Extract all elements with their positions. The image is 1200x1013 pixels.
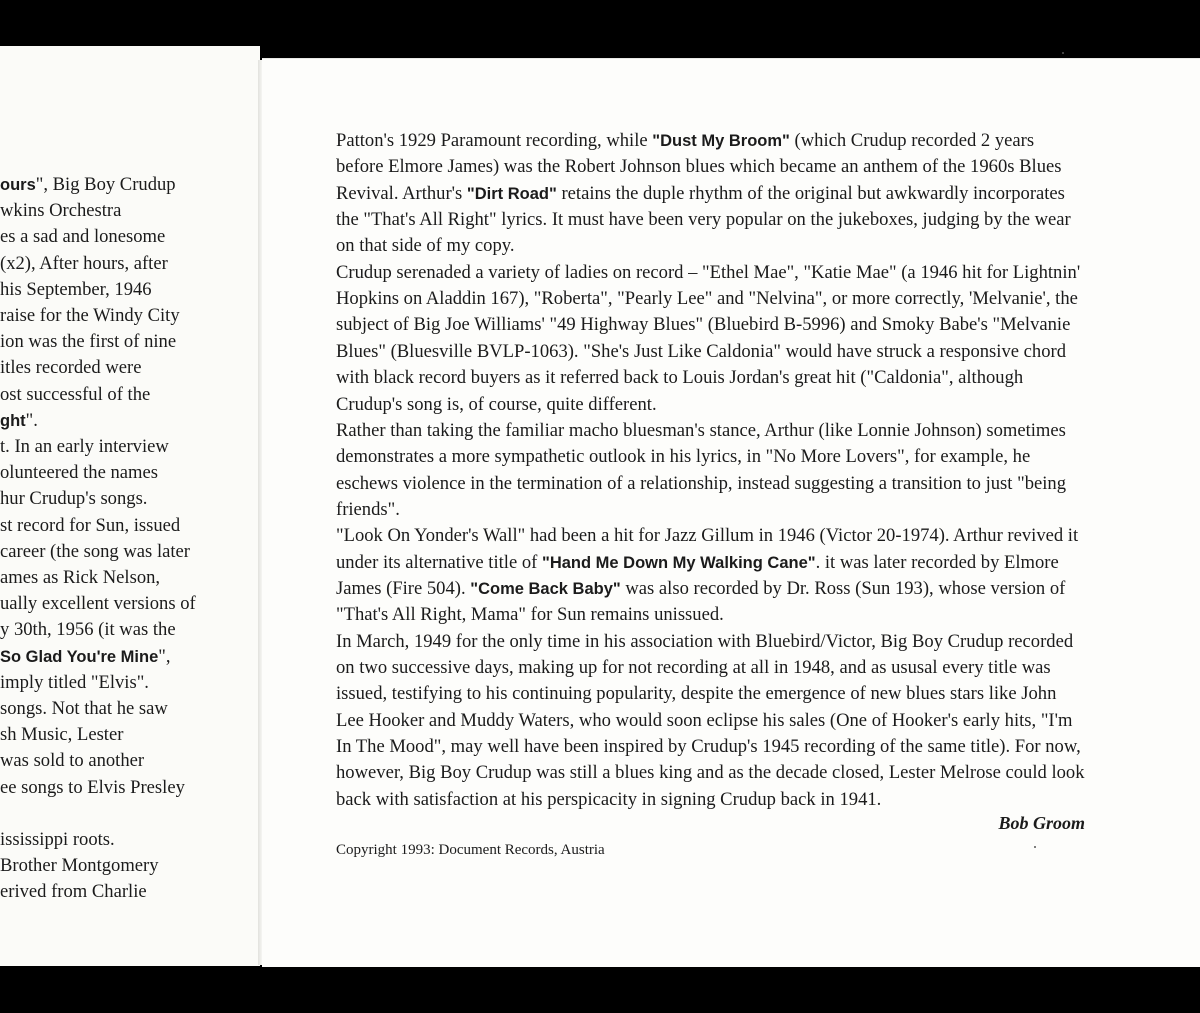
text-line xyxy=(336,286,1078,312)
bold-title: ght xyxy=(0,411,26,430)
text-run: career (the song was later xyxy=(0,540,190,562)
copyright-notice: Copyright 1993: Document Records, Austria xyxy=(336,842,605,858)
text-run: James (Fire 504). xyxy=(336,577,471,599)
bold-title: ours xyxy=(0,176,36,194)
text-run: ually excellent versions of xyxy=(0,593,196,615)
text-run: however, Big Boy Crudup was still a blues king and as the decade closed, Lester Melrose could look xyxy=(336,762,1085,784)
dust-speck xyxy=(1062,52,1064,54)
text-run: (which Crudup recorded 2 years xyxy=(789,130,1035,151)
dust-speck xyxy=(1034,846,1036,848)
text-run: In March, 1949 for the only time in his association with Bluebird/Victor, Big Boy Crudup recorded xyxy=(336,630,1074,652)
text-run: ost successful of the xyxy=(0,383,151,405)
text-run: ", Big Boy Crudup xyxy=(35,174,176,195)
text-run: olunteered the names xyxy=(0,462,158,484)
text-run: before Elmore James) was the Robert Johnson blues which became an anthem of the 1960s Blues xyxy=(336,156,1062,178)
text-line xyxy=(0,277,152,303)
text-line xyxy=(336,312,1070,338)
bold-title: So Glad You're Mine xyxy=(0,647,159,666)
text-line xyxy=(0,486,147,512)
text-line xyxy=(336,655,1051,681)
text-run: under its alternative title of xyxy=(336,551,543,573)
text-line xyxy=(336,418,1066,444)
left-page-panel xyxy=(0,46,260,966)
text-line xyxy=(336,365,1023,391)
text-line xyxy=(0,251,168,277)
text-line xyxy=(0,172,176,198)
text-run: wkins Orchestra xyxy=(0,200,122,222)
text-line xyxy=(0,382,150,408)
text-line xyxy=(336,497,400,523)
text-run: Revival. Arthur's xyxy=(336,182,467,204)
text-run: ". xyxy=(25,409,38,431)
text-line xyxy=(336,233,515,259)
text-run: back with satisfaction at his perspicacity in signing Crudup back in 1941. xyxy=(336,788,882,810)
text-run: with black record buyers as it referred back to Louis Jordan's great hit ("Caldonia", although xyxy=(336,367,1024,389)
text-line xyxy=(0,513,180,539)
text-line xyxy=(336,787,881,813)
text-line xyxy=(0,670,149,696)
text-run: ", xyxy=(158,645,171,667)
text-line xyxy=(336,471,1066,497)
text-run: itles recorded were xyxy=(0,357,142,379)
text-line xyxy=(0,434,169,460)
text-line xyxy=(336,260,1080,286)
text-line xyxy=(0,329,176,355)
text-run: ississippi roots. xyxy=(0,829,115,850)
text-run: Rather than taking the familiar macho bluesman's stance, Arthur (like Lonnie Johnson) sometimes xyxy=(336,419,1066,441)
text-line xyxy=(336,154,1061,180)
author-signature: Bob Groom xyxy=(998,813,1085,833)
text-line xyxy=(336,576,1065,602)
text-line xyxy=(0,827,115,853)
text-run: . it was later recorded by Elmore xyxy=(815,551,1059,573)
text-line xyxy=(0,224,165,250)
text-line xyxy=(0,644,171,670)
text-run: issued, testifying to his continuing popularity, despite the emergence of new blues stars like John xyxy=(336,683,1057,705)
text-line xyxy=(0,696,168,722)
bold-title: "Come Back Baby" xyxy=(470,579,621,598)
text-run: ion was the first of nine xyxy=(0,331,177,353)
text-run: demonstrates a more sympathetic outlook in his lyrics, in "No More Lovers", for example, he xyxy=(336,446,1031,468)
text-run: t. In an early interview xyxy=(0,436,169,457)
text-line xyxy=(336,602,724,628)
text-run: sh Music, Lester xyxy=(0,724,124,746)
text-line xyxy=(0,303,180,329)
text-run: imply titled "Elvis". xyxy=(0,671,149,693)
text-run: songs. Not that he saw xyxy=(0,698,168,719)
text-run: subject of Big Joe Williams' "49 Highway Blues" (Bluebird B-5996) and Smoky Babe's "Melvanie xyxy=(336,314,1071,336)
text-run: his September, 1946 xyxy=(0,278,152,300)
text-run: eschews violence in the termination of a relationship, instead suggesting a transition to just "being xyxy=(336,472,1067,494)
text-run: Crudup's song is, of course, quite different. xyxy=(336,393,657,415)
text-run: was also recorded by Dr. Ross (Sun 193), whose version of xyxy=(620,577,1066,599)
text-line xyxy=(0,355,141,381)
text-line xyxy=(336,681,1056,707)
text-line xyxy=(336,523,1078,549)
text-run: erived from Charlie xyxy=(0,881,147,903)
text-run: on two successive days, making up for not recording at all in 1948, and as ususal every title was xyxy=(336,657,1051,678)
text-line xyxy=(0,853,159,879)
text-line xyxy=(0,748,144,774)
text-run: "Look On Yonder's Wall" had been a hit for Jazz Gillum in 1946 (Victor 20-1974). Arthur revived it xyxy=(336,525,1079,547)
text-line xyxy=(336,181,1065,207)
text-run: Lee Hooker and Muddy Waters, who would soon eclipse his sales (One of Hooker's early hits, "I'm xyxy=(336,709,1073,731)
text-line xyxy=(0,460,158,486)
text-run: In The Mood", may well have been inspired by Crudup's 1945 recording of the same title). For now, xyxy=(336,736,1081,758)
text-run: Hopkins on Aladdin 167), "Roberta", "Pearly Lee" and "Nelvina", or more correctly, 'Melvanie', the xyxy=(336,288,1078,310)
text-line xyxy=(0,591,196,617)
text-run: raise for the Windy City xyxy=(0,305,180,326)
text-run: "That's All Right, Mama" for Sun remains unissued. xyxy=(336,604,724,626)
text-run: the "That's All Right" lyrics. It must have been very popular on the jukeboxes, judging by the wear xyxy=(336,209,1071,231)
text-line xyxy=(0,408,38,434)
text-line xyxy=(336,444,1030,470)
text-line xyxy=(336,392,657,418)
text-run: retains the duple rhythm of the original but awkwardly incorporates xyxy=(556,182,1065,204)
text-line xyxy=(0,879,147,905)
text-run: y 30th, 1956 (it was the xyxy=(0,619,176,641)
text-run: hur Crudup's songs. xyxy=(0,488,148,510)
text-run: Patton's 1929 Paramount recording, while xyxy=(336,130,653,151)
text-run: Blues" (Bluesville BVLP-1063). "She's Just Like Caldonia" would have struck a responsive chord xyxy=(336,340,1066,362)
text-line xyxy=(336,128,1034,154)
text-line xyxy=(336,629,1073,655)
text-run: Brother Montgomery xyxy=(0,855,159,877)
text-run: es a sad and lonesome xyxy=(0,226,166,248)
text-run: st record for Sun, issued xyxy=(0,514,181,536)
text-line xyxy=(336,760,1085,786)
text-line xyxy=(0,722,123,748)
text-line xyxy=(336,207,1071,233)
text-run: (x2), After hours, after xyxy=(0,252,168,274)
text-run: friends". xyxy=(336,498,400,520)
text-line xyxy=(336,708,1072,734)
text-run: ames as Rick Nelson, xyxy=(0,567,161,588)
text-run: was sold to another xyxy=(0,750,145,772)
bold-title: "Hand Me Down My Walking Cane" xyxy=(542,553,816,572)
text-run: on that side of my copy. xyxy=(336,235,515,257)
text-line xyxy=(0,539,190,565)
text-line xyxy=(0,198,121,224)
text-line xyxy=(336,339,1066,365)
text-line xyxy=(0,617,176,643)
text-run: ee songs to Elvis Presley xyxy=(0,776,185,798)
bold-title: "Dust My Broom" xyxy=(652,132,790,150)
text-line xyxy=(336,550,1059,576)
text-line xyxy=(0,775,185,801)
bold-title: "Dirt Road" xyxy=(466,184,557,203)
text-line xyxy=(336,734,1081,760)
text-line xyxy=(0,565,160,591)
text-run: Crudup serenaded a variety of ladies on record – "Ethel Mae", "Katie Mae" (a 1946 hit for Lightnin' xyxy=(336,261,1081,283)
